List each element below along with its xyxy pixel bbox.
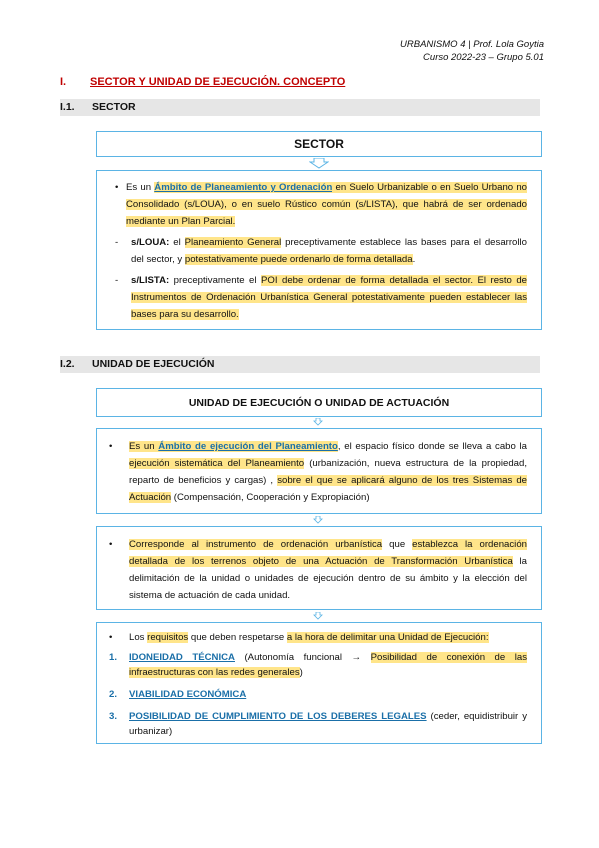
requirement-item: [109, 687, 527, 702]
text-run: (Autonomía funcional →: [234, 652, 371, 663]
down-arrow-icon: [313, 516, 323, 524]
section-heading: [60, 76, 345, 88]
subsection-number: I.2.: [60, 358, 75, 370]
subsection-bar-sector: [60, 99, 540, 116]
ue-definition-box: [96, 428, 542, 514]
subsection-number: I.1.: [60, 101, 75, 113]
text-run: .: [412, 254, 416, 265]
requirement-link[interactable]: VIABILIDAD ECONÓMICA: [129, 689, 247, 700]
definition-link[interactable]: Ámbito de ejecución del Planeamiento: [158, 441, 338, 452]
requirement-link[interactable]: POSIBILIDAD DE CUMPLIMIENTO DE LOS DEBERES LEGALES: [129, 711, 427, 722]
text-run: (ceder, equidistribuir y urbanizar): [129, 711, 528, 737]
text-run: ): [299, 667, 303, 678]
list-item: [115, 272, 527, 323]
requirement-item: [109, 709, 527, 739]
highlighted-text: sobre el que se aplicará alguno de los tres Sistemas de Actuación: [129, 475, 528, 503]
bullet-marker: •: [109, 441, 113, 452]
text-run: , el espacio físico donde se lleva a cabo la: [337, 441, 528, 452]
down-arrow-icon: [309, 158, 329, 169]
bullet-marker: •: [109, 632, 113, 643]
list-item: [115, 179, 527, 230]
text-run: preceptivamente el: [169, 275, 261, 286]
highlighted-text: en Suelo Urbanizable o en Suelo Urbano no Consolidado (s/LOUA), o en suelo Rústico común (s/LISTA), que habrá de ser ordenado mediante un Plan Parcial.: [126, 182, 527, 227]
sector-content-box: [96, 170, 542, 330]
item-label: s/LOUA:: [131, 237, 170, 248]
dash-marker: -: [115, 237, 119, 248]
item-label: s/LISTA:: [131, 275, 170, 286]
text-run: que: [382, 539, 413, 550]
ue-title: UNIDAD DE EJECUCIÓN O UNIDAD DE ACTUACIÓN: [188, 396, 450, 409]
section-number: I.: [60, 76, 67, 88]
text-run: (Compensación, Cooperación y Expropiación): [171, 492, 370, 503]
ue-requirements-box: [96, 622, 542, 744]
text-run: Los: [129, 632, 148, 643]
text-run: el: [169, 237, 185, 248]
list-item: [109, 438, 527, 506]
item-number: 2.: [109, 689, 118, 700]
item-number: 3.: [109, 711, 118, 722]
text-run: la delimitación de la unidad o unidades de ejecución dentro de su ámbito y la elección del sistema de actuación de cada unidad.: [129, 556, 527, 601]
highlighted-text: potestativamente puede ordenarlo de forma detallada: [184, 254, 413, 265]
highlighted-text: ejecución sistemática del Planeamiento: [129, 458, 305, 469]
sector-title-box: [96, 131, 542, 157]
sector-title: SECTOR: [294, 137, 344, 151]
highlighted-text: POI debe ordenar de forma detallada el sector. El resto de Instrumentos de Ordenación Urbanística General potestativamente pueden establecer las bases para su desarrollo.: [131, 275, 527, 320]
ue-instrument-box: [96, 526, 542, 610]
requirement-link[interactable]: IDONEIDAD TÉCNICA: [129, 652, 235, 663]
highlighted-text: Corresponde al instrumento de ordenación urbanística: [129, 539, 383, 550]
highlighted-text: a la hora de delimitar una Unidad de Ejecución:: [286, 632, 489, 643]
bullet-marker: •: [109, 539, 113, 550]
highlighted-text: requisitos: [147, 632, 189, 643]
section-title: SECTOR Y UNIDAD DE EJECUCIÓN. CONCEPTO: [90, 76, 346, 88]
bullet-marker: •: [115, 182, 119, 193]
header-course: URBANISMO 4 | Prof. Lola Goytia: [400, 39, 544, 50]
highlighted-text: Planeamiento General: [184, 237, 282, 248]
list-item: [109, 536, 527, 604]
list-item: [115, 234, 527, 268]
highlighted-text: Posibilidad de conexión de las infraestructuras con las redes generales: [129, 652, 527, 678]
down-arrow-icon: [313, 418, 323, 426]
text-run: Es un: [126, 182, 155, 193]
header-group: Curso 2022-23 – Grupo 5.01: [423, 52, 544, 63]
list-item: [109, 629, 527, 646]
subsection-bar-unidad: [60, 356, 540, 373]
text-run: (urbanización, nueva estructura de la propiedad, reparto de beneficios y cargas) ,: [129, 458, 528, 486]
subsection-title: SECTOR: [92, 101, 136, 113]
item-number: 1.: [109, 652, 118, 663]
highlighted-text: establezca la ordenación detallada de los terrenos objeto de una Actuación de Transformación Urbanística: [129, 539, 527, 567]
highlighted-text: Es un: [129, 441, 159, 452]
text-run: que deben respetarse: [188, 632, 287, 643]
requirement-item: [109, 650, 527, 680]
subsection-title: UNIDAD DE EJECUCIÓN: [92, 358, 215, 370]
text-run: preceptivamente establece las bases para el desarrollo del sector, y: [131, 237, 527, 265]
down-arrow-icon: [313, 612, 323, 620]
document-header: [400, 38, 544, 64]
ue-title-box: [96, 388, 542, 417]
dash-marker: -: [115, 275, 119, 286]
definition-link[interactable]: Ámbito de Planeamiento y Ordenación: [154, 182, 333, 193]
